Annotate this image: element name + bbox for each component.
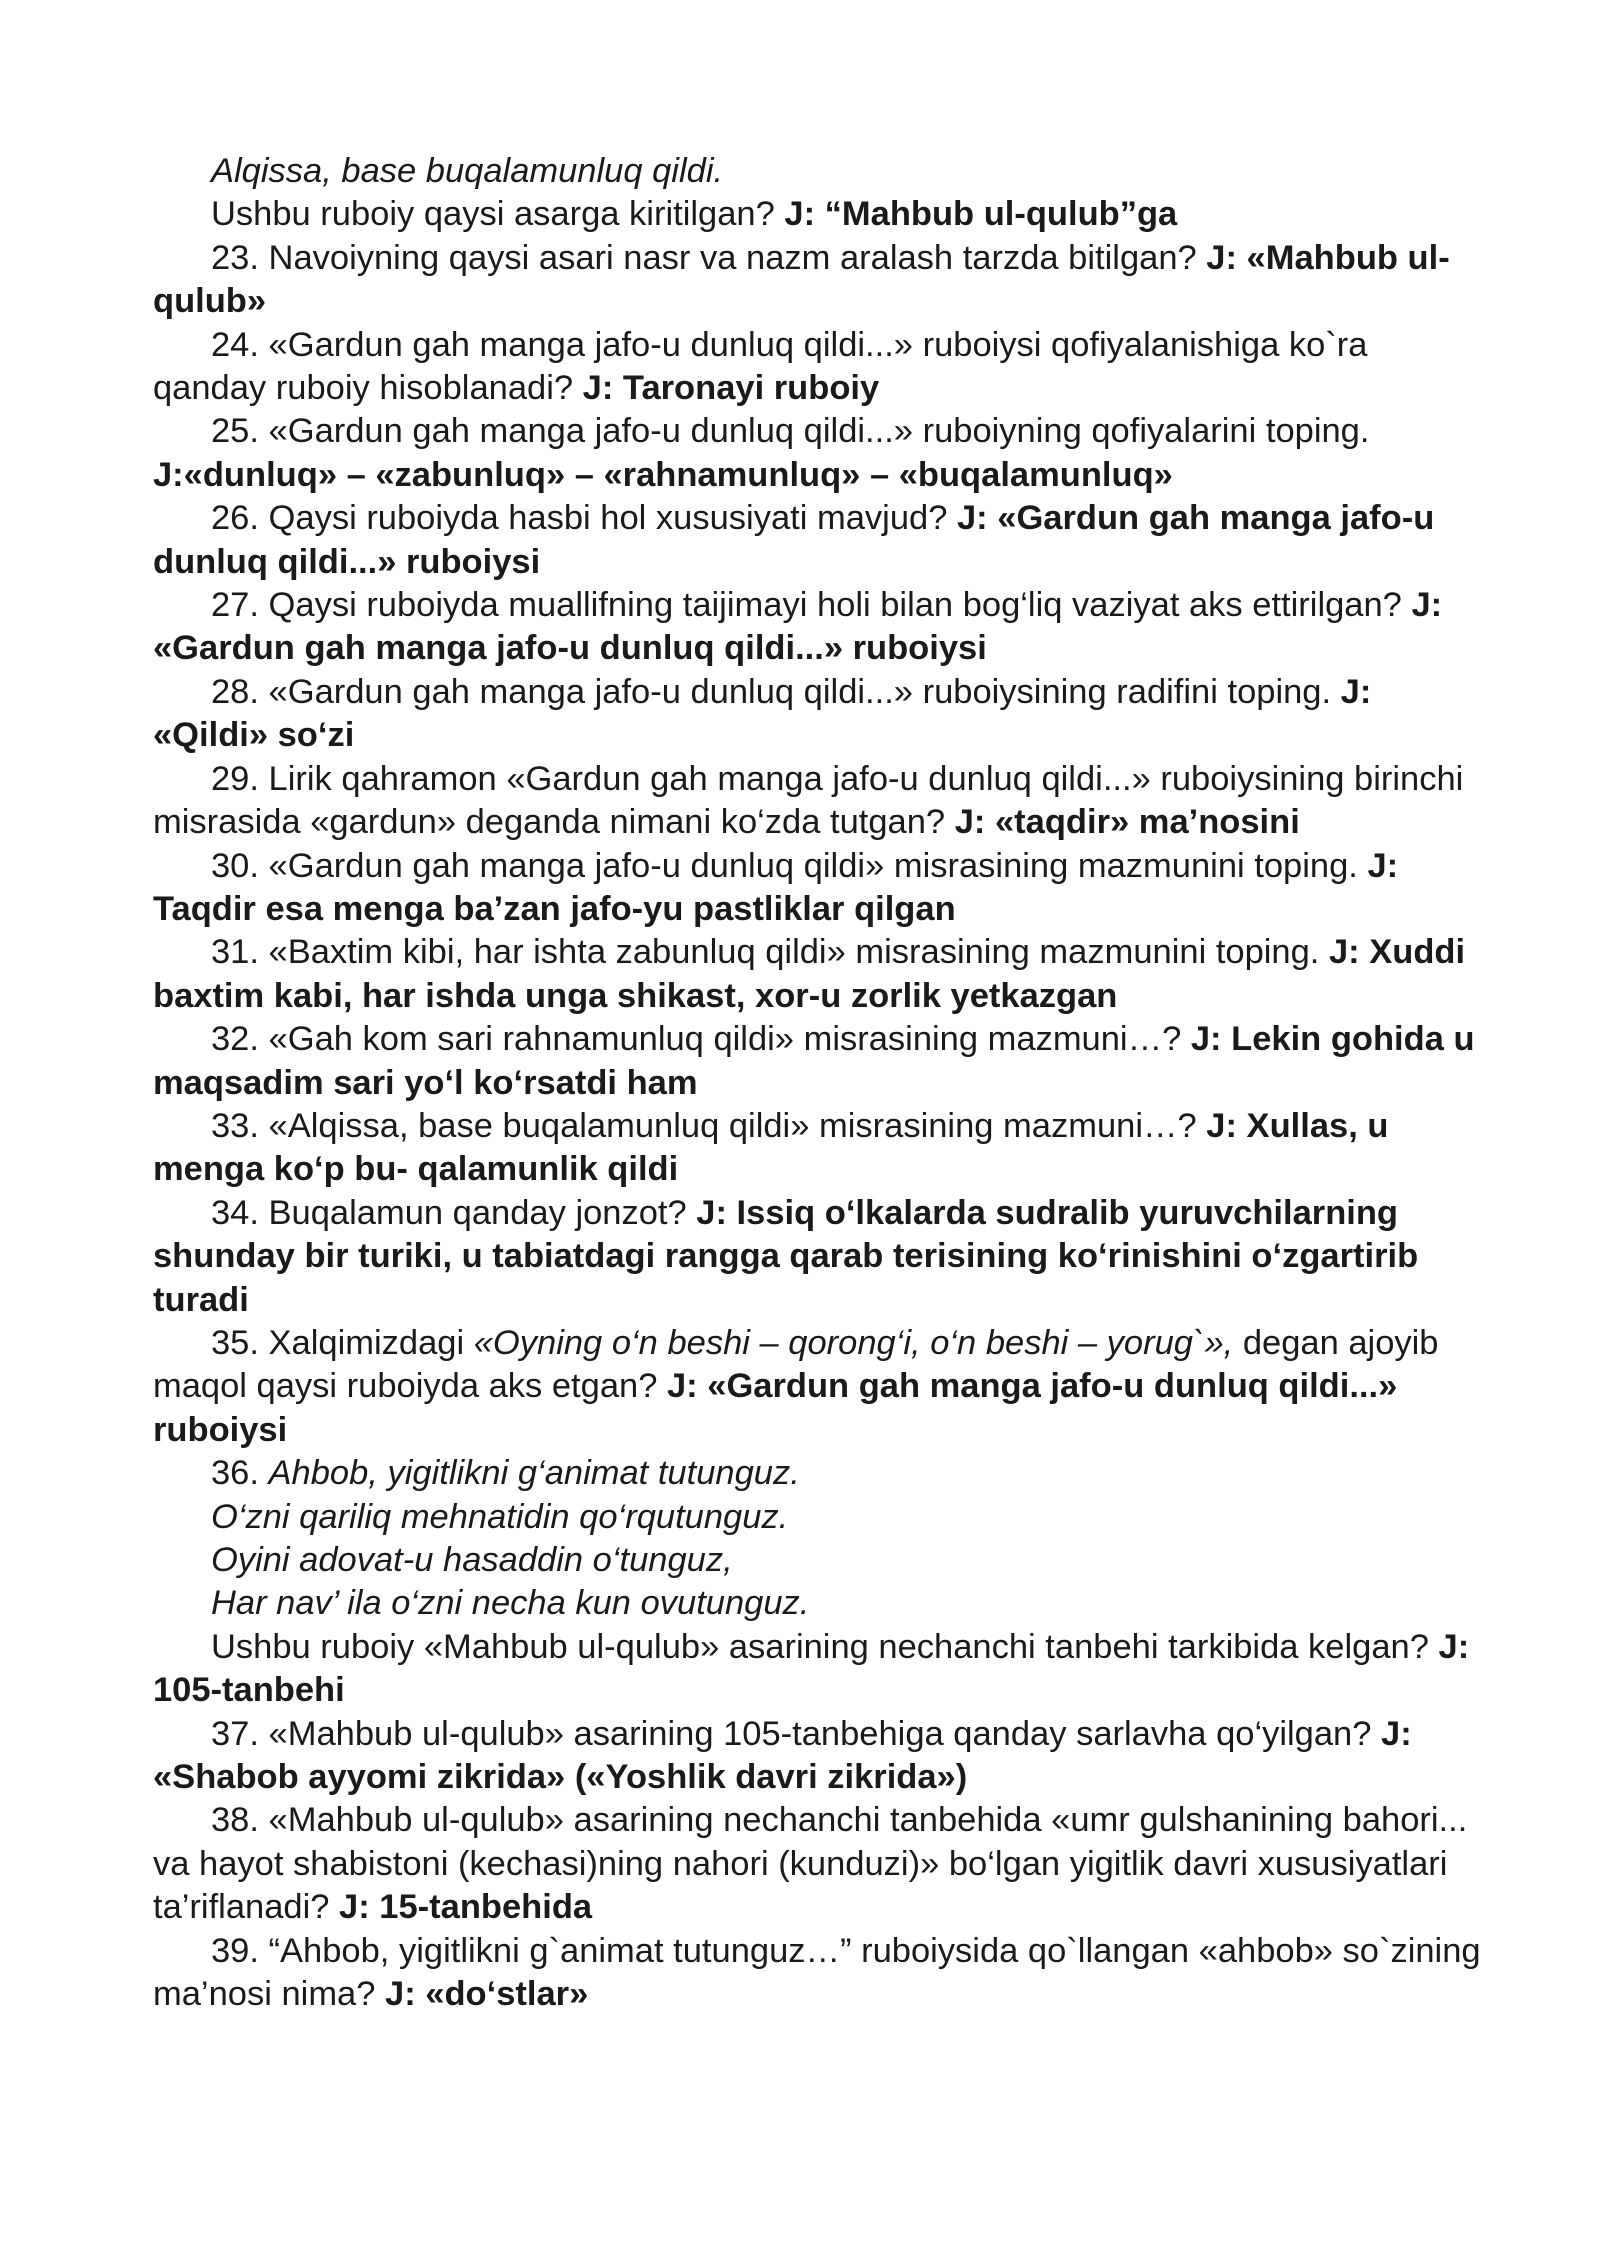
question-text: 37. «Mahbub ul-qulub» asarining 105-tanbehiga qanday sarlavha qo‘yilgan?	[211, 1714, 1372, 1753]
answer-text: J: Taronayi ruboiy	[582, 369, 880, 408]
question-29	[153, 758, 1483, 845]
verse-line: Ahbob, yigitlikni g‘animat tutunguz.	[268, 1454, 800, 1493]
verse-line: Alqissa, base buqalamunluq qildi.	[211, 152, 724, 190]
question-text: 30. «Gardun gah manga jafo-u dunluq qildi» misrasining mazmunini toping.	[211, 846, 1358, 885]
question-31	[153, 931, 1483, 1018]
question-24	[153, 324, 1483, 411]
question-30	[153, 845, 1483, 932]
question-text: 39. “Ahbob, yigitlikni g`animat tutunguz…” ruboiysida qo`llangan «ahbob» so`zining ma’nosi nima?	[153, 1931, 1481, 2014]
question-34	[153, 1192, 1483, 1322]
question-26	[153, 497, 1483, 584]
answer-text: J: «Shabob ayyomi zikrida» («Yoshlik davri zikrida»)	[153, 1714, 1412, 1797]
answer-text: J: Xullas, u menga ko‘p bu- qalamunlik qildi	[153, 1106, 1389, 1189]
question-text: Ushbu ruboiy qaysi asarga kiritilgan?	[211, 195, 775, 234]
question-27	[153, 584, 1483, 671]
question-text: 26. Qaysi ruboiyda hasbi hol xususiyati mavjud?	[211, 499, 948, 538]
verse-line: O‘zni qariliq mehnatidin qo‘rqutunguz.	[211, 1497, 789, 1536]
answer-text: J: «taqdir» ma’nosini	[954, 803, 1300, 842]
question-paragraph	[153, 193, 1483, 236]
question-36-verse-1	[153, 1452, 1483, 1495]
question-39	[153, 1930, 1483, 2017]
question-25	[153, 410, 1483, 497]
answer-text: J:«dunluq» – «zabunluq» – «rahnamunluq» – «buqalamunluq»	[153, 455, 1173, 494]
question-38	[153, 1799, 1483, 1929]
question-text: 23. Navoiyning qaysi asari nasr va nazm aralash tarzda bitilgan?	[211, 238, 1197, 277]
answer-text: J: Taqdir esa menga ba’zan jafo-yu pastliklar qilgan	[153, 846, 1399, 928]
question-33	[153, 1105, 1483, 1192]
question-text: 27. Qaysi ruboiyda muallifning taijimayi holi bilan bog‘liq vaziyat aks ettirilgan?	[211, 586, 1402, 625]
question-36	[153, 1626, 1483, 1713]
question-text: 33. «Alqissa, base buqalamunluq qildi» misrasining mazmuni…?	[211, 1106, 1197, 1145]
question-text: degan ajoyib maqol qaysi ruboiyda aks etgan?	[153, 1323, 1439, 1406]
question-text: Ushbu ruboiy «Mahbub ul-qulub» asarining nechanchi tanbehi tarkibida kelgan?	[211, 1627, 1429, 1666]
answer-text: J: «do‘stlar»	[385, 1975, 589, 2014]
question-35	[153, 1322, 1483, 1452]
document-page	[153, 150, 1483, 2016]
question-text: 28. «Gardun gah manga jafo-u dunluq qildi...» ruboiysining radifini toping.	[211, 672, 1332, 711]
question-text: 38. «Mahbub ul-qulub» asarining nechanchi tanbehida «umr gulshanining bahori... va hayot shabistoni (kechasi)ning nahori (kunduzi)» bo‘lgan yigitlik davri xususiyatlari ta’riflanadi?	[153, 1801, 1468, 1927]
proverb-quote: «Oyning o‘n beshi – qorong‘i, o‘n beshi – yorug`»,	[473, 1323, 1234, 1362]
verse-line: Har nav’ ila o‘zni necha kun ovutunguz.	[211, 1584, 810, 1623]
question-text: 29. Lirik qahramon «Gardun gah manga jafo-u dunluq qildi...» ruboiysining birinchi misrasida «gardun» deganda nimani ko‘zda tutgan?	[153, 759, 1464, 842]
question-23	[153, 237, 1483, 324]
answer-text: J: «Gardun gah manga jafo-u dunluq qildi...» ruboiysi	[153, 499, 1435, 581]
answer-text: J: «Gardun gah manga jafo-u dunluq qildi...» ruboiysi	[153, 586, 1443, 668]
verse-line: Oyini adovat-u hasaddin o‘tunguz,	[211, 1541, 733, 1579]
question-37	[153, 1713, 1483, 1800]
question-text: 34. Buqalamun qanday jonzot?	[211, 1193, 687, 1232]
question-28	[153, 671, 1483, 758]
question-number: 35. Xalqimizdagi	[211, 1323, 474, 1362]
answer-text: J: Xuddi baxtim kabi, har ishda unga shikast, xor-u zorlik yetkazgan	[153, 933, 1466, 1015]
answer-text: J: 15-tanbehida	[339, 1888, 593, 1927]
question-32	[153, 1018, 1483, 1105]
answer-text: J: «Qildi» so‘zi	[153, 672, 1372, 755]
answer-text: J: Lekin gohida u maqsadim sari yo‘l ko‘rsatdi ham	[153, 1020, 1475, 1102]
question-text: 25. «Gardun gah manga jafo-u dunluq qildi...» ruboiyning qofiyalarini toping.	[211, 412, 1370, 451]
question-text: 24. «Gardun gah manga jafo-u dunluq qildi...» ruboiysi qofiyalanishiga ko`ra qanday ruboiy hisoblanadi?	[153, 325, 1368, 408]
answer-text: J: Issiq o‘lkalarda sudralib yuruvchilarning shunday bir turiki, u tabiatdagi rangga qarab terisining ko‘rinishini o‘zgartirib turadi	[153, 1193, 1419, 1319]
question-text: 31. «Baxtim kibi, har ishta zabunluq qildi» misrasining mazmunini toping.	[211, 933, 1320, 972]
answer-text: J: “Mahbub ul-qulub”ga	[784, 195, 1178, 234]
answer-text: J: «Gardun gah manga jafo-u dunluq qildi...» ruboiysi	[153, 1367, 1398, 1449]
answer-text: J: «Mahbub ul-qulub»	[153, 238, 1450, 321]
answer-text: J: 105-tanbehi	[153, 1627, 1470, 1710]
question-number: 36.	[211, 1454, 269, 1493]
question-text: 32. «Gah kom sari rahnamunluq qildi» misrasining mazmuni…?	[211, 1020, 1182, 1059]
